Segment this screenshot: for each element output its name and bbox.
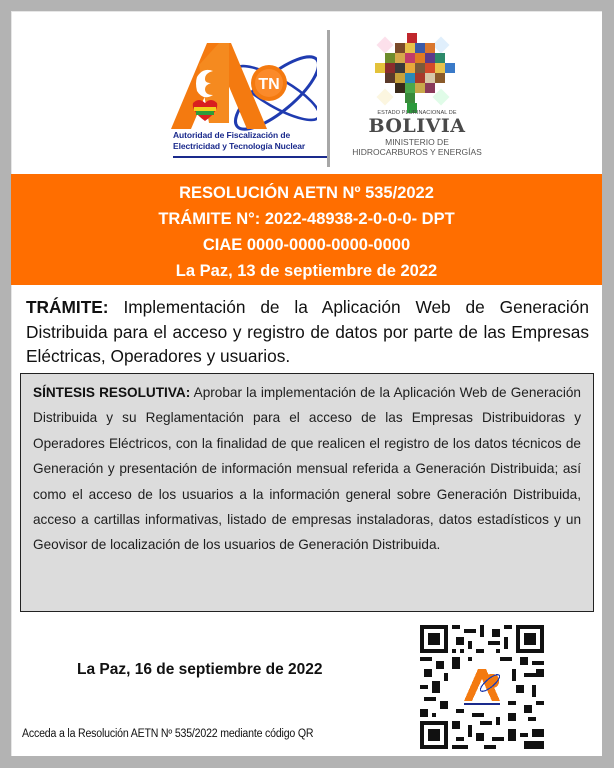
ministry-name xyxy=(347,138,487,157)
ministry-line1: MINISTERIO DE xyxy=(385,137,449,147)
header-logos xyxy=(11,11,602,174)
logo-divider xyxy=(327,30,330,167)
sintesis-text: Aprobar la implementación de la Aplicación Web de Generación Distribuida y su Reglamentación para el acceso de las Empresas Distribuidoras y Operadores Eléctricos, con la finalidad de que realicen el registro de los datos técnicos de Generación y presentación de información mensual referida a Generación Distribuida; así como el acceso de los usuarios a la información general sobre Generación Distribuida, acceso a cartillas informativas, listado de empresas instaladoras, datos estadísticos y un Geovisor de localización de los usuarios de Generación Distribuida. xyxy=(33,385,581,553)
aetn-underline xyxy=(173,156,327,158)
footer-date: La Paz, 16 de septiembre de 2022 xyxy=(77,661,323,678)
chakana-emblem-icon xyxy=(365,33,465,115)
sintesis-label: SÍNTESIS RESOLUTIVA: xyxy=(33,385,191,400)
qr-note: Acceda a la Resolución AETN Nº 535/2022 mediante código QR xyxy=(22,728,314,740)
bolivia-title: BOLIVIA xyxy=(368,115,466,137)
aetn-caption-line1: Autoridad de Fiscalización de xyxy=(173,130,291,140)
aetn-caption xyxy=(173,130,333,152)
resolution-date: La Paz, 13 de septiembre de 2022 xyxy=(175,262,438,280)
svg-text:TN: TN xyxy=(258,76,280,93)
resolution-notice xyxy=(11,11,602,756)
sintesis-resolutiva-box xyxy=(20,373,594,612)
resolution-banner xyxy=(11,174,602,285)
tramite-number: TRÁMITE N°: 2022-48938-2-0-0-0- DPT xyxy=(158,210,455,228)
qr-code-icon[interactable] xyxy=(420,625,544,749)
aetn-caption-line2: Electricidad y Tecnología Nuclear xyxy=(173,141,306,151)
tramite-text: Implementación de la Aplicación Web de Generación Distribuida para el acceso y registro de datos por parte de las Empresas Eléctricas, Operadores y usuarios. xyxy=(26,297,589,366)
ciae-code: CIAE 0000-0000-0000-0000 xyxy=(202,236,411,254)
ministry-line2: HIDROCARBUROS Y ENERGÍAS xyxy=(352,146,482,157)
resolution-number: RESOLUCIÓN AETN Nº 535/2022 xyxy=(179,184,434,202)
bolivia-subtitle: ESTADO PLURINACIONAL DE xyxy=(377,110,457,116)
tramite-description xyxy=(26,295,589,369)
tramite-label: TRÁMITE: xyxy=(26,297,109,317)
